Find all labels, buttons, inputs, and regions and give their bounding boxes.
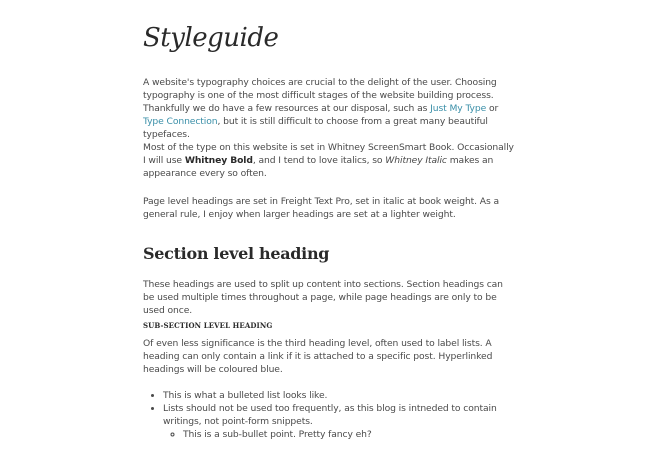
intro-text-2: or [486, 103, 499, 114]
list-item: • This is what a bulleted list looks like. [163, 389, 515, 402]
bulleted-list [143, 389, 515, 441]
subsection-heading: SUB-SECTION LEVEL HEADING [143, 321, 273, 330]
section-heading: Section level heading [143, 244, 330, 263]
intro-paragraph [143, 76, 515, 141]
bold-sample: Whitney Bold [184, 155, 253, 166]
list-item-text: Lists should not be used too frequently, as this blog is intneded to contain writings, not point-form snippets. [163, 403, 497, 427]
just-my-type-link[interactable]: Just My Type [430, 103, 487, 114]
headings-paragraph: Page level headings are set in Freight Text Pro, set in italic at book weight. As a general rule, I enjoy when larger headings are set at a lighter weight. [143, 196, 500, 220]
page-title: Styleguide [143, 23, 279, 53]
intro-text-3: , but it is still difficult to choose from a great many beautiful typefaces. [143, 116, 488, 140]
fonts-text-3: makes an appearance every so often. [143, 155, 494, 179]
intro-text-1: A website's typography choices are crucial to the delight of the user. Choosing typography is one of the most difficult stages of the website building process. Thankfully we do have a few resources at our disposal, such as [143, 77, 497, 114]
fonts-text-1: Most of the type on this website is set in Whitney ScreenSmart Book. Occasionally I will use [143, 142, 514, 166]
sub-list-item: ◦ This is a sub-bullet point. Pretty fancy eh? [183, 428, 515, 441]
sub-bulleted-list [163, 428, 515, 441]
fonts-paragraph [143, 141, 515, 180]
italic-sample: Whitney Italic [385, 155, 447, 166]
list-item [163, 402, 515, 441]
subsection-paragraph: Of even less significance is the third heading level, often used to label lists. A heading can only contain a link if it is attached to a specific post. Hyperlinked headings will be coloured blue. [143, 338, 493, 375]
section-paragraph: These headings are used to split up content into sections. Section headings can be used multiple times throughout a page, while page headings are only to be used once. [143, 279, 503, 316]
type-connection-link[interactable]: Type Connection [143, 116, 218, 127]
fonts-text-2: , and I tend to love italics, so [252, 155, 386, 166]
